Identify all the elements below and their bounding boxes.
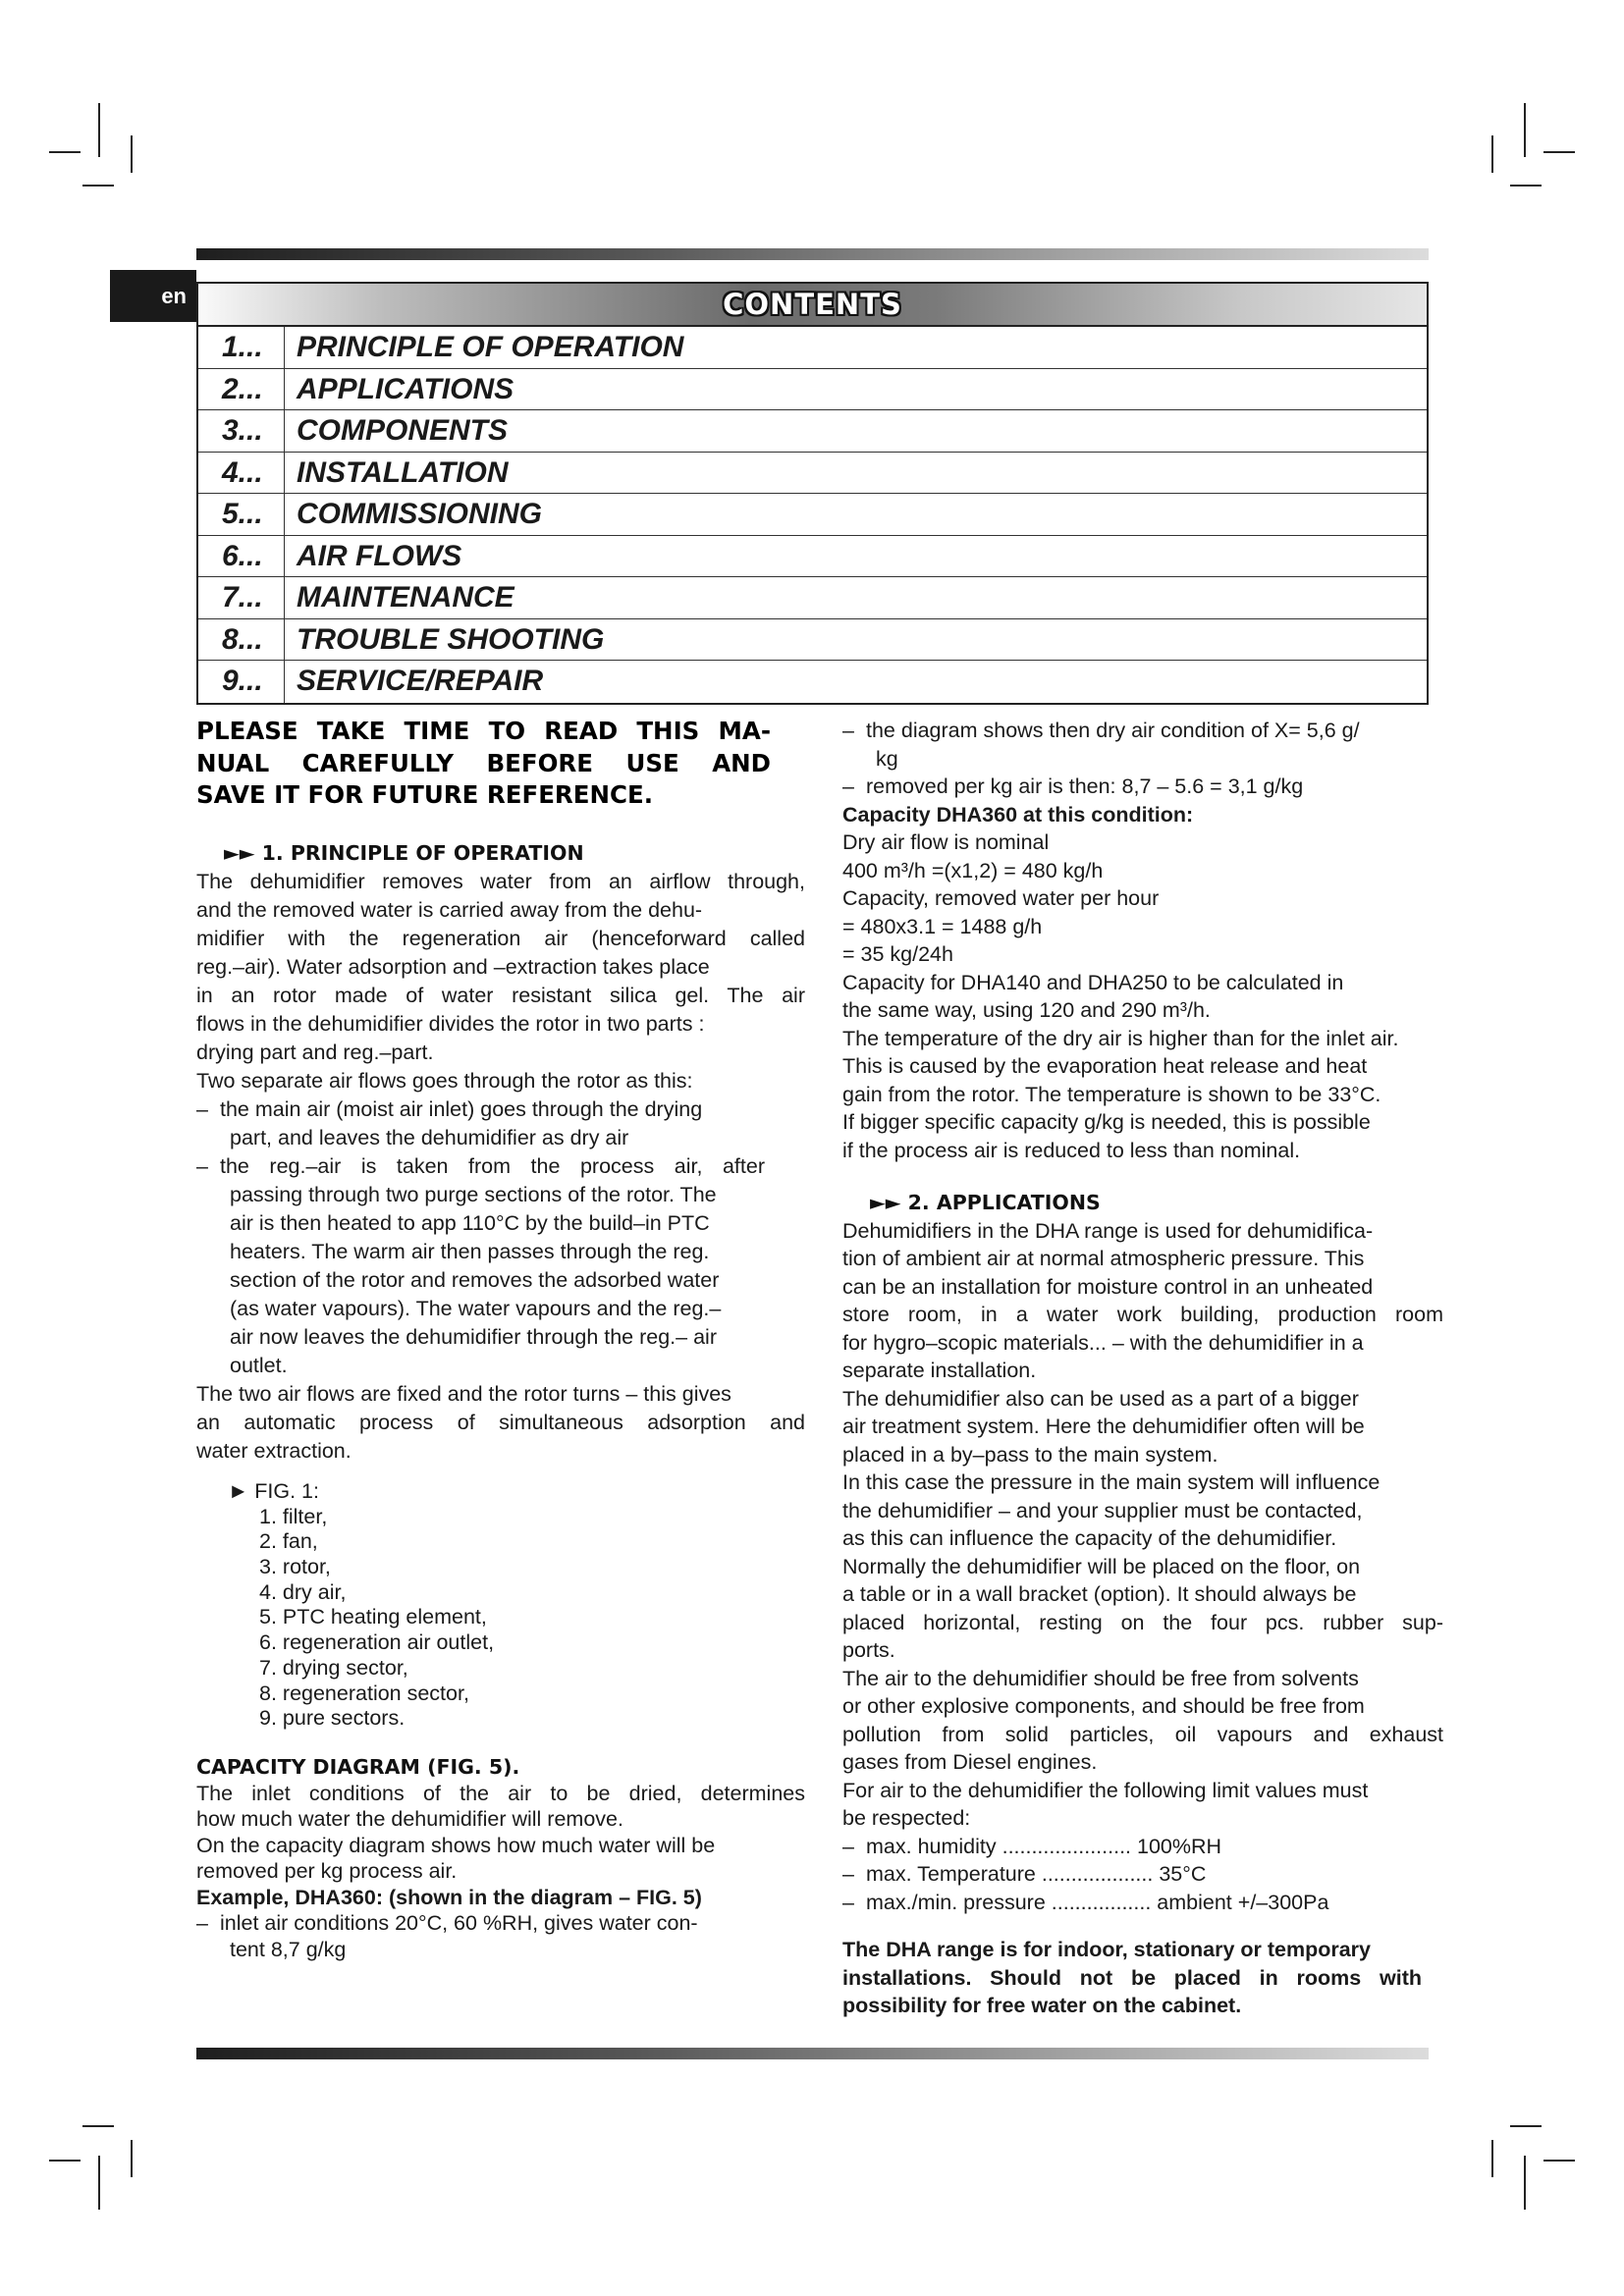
toc-label: TROUBLE SHOOTING bbox=[297, 622, 605, 656]
bullet-text: the reg.–air is taken from the process air, after bbox=[220, 1154, 765, 1178]
text-line: be respected: bbox=[842, 1806, 971, 1830]
toc-num: 4... bbox=[198, 453, 285, 494]
toc-num: 1... bbox=[198, 327, 285, 368]
dash: – bbox=[196, 1097, 208, 1121]
text-line: pollution from solid particles, oil vapours and exhaust bbox=[842, 1722, 1443, 1746]
text-line: = 480x3.1 = 1488 g/h bbox=[842, 914, 1043, 938]
text-line: air now leaves the dehumidifier through the reg.– air bbox=[230, 1325, 717, 1349]
text-line: tion of ambient air at normal atmospheric pressure. This bbox=[842, 1247, 1365, 1270]
contents-header bbox=[198, 284, 1427, 327]
limit-text: max. Temperature ................... 35°C bbox=[866, 1862, 1207, 1886]
bullet-text: removed per kg air is then: 8,7 – 5.6 = 3,1 g/kg bbox=[866, 774, 1304, 798]
text-line: The dehumidifier removes water from an airflow through, bbox=[196, 870, 805, 893]
section-applications bbox=[842, 1189, 1443, 1916]
dash: – bbox=[842, 774, 854, 798]
notice-line: PLEASE TAKE TIME TO READ THIS MA- bbox=[196, 717, 771, 745]
section-heading: ►► 2. APPLICATIONS bbox=[870, 1191, 1101, 1214]
text-line: On the capacity diagram shows how much water will be bbox=[196, 1833, 716, 1857]
toc-label: APPLICATIONS bbox=[297, 372, 514, 405]
toc-num: 8... bbox=[198, 619, 285, 661]
toc-num: 6... bbox=[198, 536, 285, 577]
notice-line: NUAL CAREFULLY BEFORE USE AND bbox=[196, 748, 771, 777]
warning-line: The DHA range is for indoor, stationary or temporary bbox=[842, 1938, 1371, 1961]
bullet-item bbox=[196, 1910, 805, 1937]
text-line: air is then heated to app 110°C by the build–in PTC bbox=[230, 1211, 710, 1235]
toc-label: SERVICE/REPAIR bbox=[297, 665, 544, 697]
text-line: in an rotor made of water resistant silica gel. The air bbox=[196, 984, 805, 1007]
toc-row[interactable] bbox=[198, 453, 1427, 495]
toc-label: PRINCIPLE OF OPERATION bbox=[297, 331, 684, 363]
text-line: Capacity, removed water per hour bbox=[842, 886, 1160, 910]
text-line: for hygro–scopic materials... – with the dehumidifier in a bbox=[842, 1330, 1364, 1355]
text-line: as this can influence the capacity of the dehumidifier. bbox=[842, 1526, 1337, 1550]
fig1-item: 6. regeneration air outlet, bbox=[259, 1630, 495, 1655]
text-line: a table or in a wall bracket (option). It should always be bbox=[842, 1582, 1357, 1606]
text-line: For air to the dehumidifier the following limit values must bbox=[842, 1778, 1369, 1802]
text-line: (as water vapours). The water vapours and the reg.– bbox=[230, 1297, 722, 1320]
dash: – bbox=[842, 1890, 854, 1914]
fig1-item: 7. drying sector, bbox=[259, 1655, 408, 1680]
toc-row[interactable] bbox=[198, 661, 1427, 703]
text-line: flows in the dehumidifier divides the rotor in two parts : bbox=[196, 1012, 705, 1036]
toc-row[interactable] bbox=[198, 327, 1427, 369]
text-line: section of the rotor and removes the adsorbed water bbox=[230, 1268, 720, 1292]
capacity-diagram-section bbox=[196, 1754, 805, 1962]
text-line: part, and leaves the dehumidifier as dry air bbox=[230, 1126, 629, 1149]
text-line: gain from the rotor. The temperature is shown to be 33°C. bbox=[842, 1082, 1381, 1106]
toc-row[interactable] bbox=[198, 577, 1427, 619]
toc-num: 2... bbox=[198, 369, 285, 410]
text-line: passing through two purge sections of the rotor. The bbox=[230, 1183, 717, 1206]
text-line: This is caused by the evaporation heat release and heat bbox=[842, 1054, 1368, 1078]
bullet-text: the diagram shows then dry air condition of X= 5,6 g/ bbox=[866, 719, 1360, 742]
text-line: store room, in a water work building, production room bbox=[842, 1303, 1443, 1326]
capacity-dha360-heading: Capacity DHA360 at this condition: bbox=[842, 802, 1194, 827]
limit-item bbox=[842, 1889, 1443, 1917]
text-line: Normally the dehumidifier will be placed on the floor, on bbox=[842, 1554, 1361, 1578]
warning-line: possibility for free water on the cabinet. bbox=[842, 1994, 1242, 2017]
text-line: kg bbox=[876, 746, 898, 771]
fig1-item: 9. pure sectors. bbox=[259, 1706, 406, 1731]
dash: – bbox=[196, 1911, 208, 1935]
section-principle bbox=[196, 839, 805, 1466]
toc-label: AIR FLOWS bbox=[297, 539, 462, 572]
text-line: water extraction. bbox=[196, 1439, 352, 1463]
fig1-item: 8. regeneration sector, bbox=[259, 1681, 469, 1705]
text-line: separate installation. bbox=[842, 1359, 1037, 1382]
bullet-item bbox=[842, 717, 1443, 745]
installation-warning bbox=[842, 1936, 1422, 2020]
bullet-text: inlet air conditions 20°C, 60 %RH, gives water con- bbox=[220, 1911, 698, 1935]
text-line: = 35 kg/24h bbox=[842, 942, 953, 966]
text-line: Two separate air flows goes through the rotor as this: bbox=[196, 1069, 693, 1093]
bullet-item bbox=[196, 1095, 805, 1124]
limit-text: max./min. pressure ................. ambient +/–300Pa bbox=[866, 1890, 1329, 1914]
toc-row[interactable] bbox=[198, 536, 1427, 578]
text-line: The two air flows are fixed and the rotor turns – this gives bbox=[196, 1382, 731, 1406]
text-line: gases from Diesel engines. bbox=[842, 1750, 1098, 1774]
text-line: drying part and reg.–part. bbox=[196, 1041, 434, 1064]
text-line: Capacity for DHA140 and DHA250 to be calculated in bbox=[842, 970, 1344, 994]
text-line: the same way, using 120 and 290 m³/h. bbox=[842, 998, 1211, 1022]
bullet-text: the main air (moist air inlet) goes through the drying bbox=[220, 1097, 703, 1121]
fig1-item: 4. dry air, bbox=[259, 1579, 347, 1604]
text-line: or other explosive components, and should be free from bbox=[842, 1694, 1365, 1718]
capacity-example-continued bbox=[842, 717, 1443, 1164]
dash: – bbox=[196, 1154, 208, 1178]
toc-row[interactable] bbox=[198, 619, 1427, 662]
text-line: The air to the dehumidifier should be free from solvents bbox=[842, 1666, 1359, 1690]
text-line: placed horizontal, resting on the four pcs. rubber sup- bbox=[842, 1610, 1443, 1634]
fig1-item: 2. fan, bbox=[259, 1529, 318, 1554]
bullet-item bbox=[196, 1152, 805, 1181]
limit-item bbox=[842, 1860, 1443, 1889]
fig1-item: 5. PTC heating element, bbox=[259, 1605, 487, 1629]
text-line: if the process air is reduced to less than nominal. bbox=[842, 1138, 1301, 1162]
text-line: how much water the dehumidifier will remove. bbox=[196, 1807, 623, 1831]
text-line: In this case the pressure in the main system will influence bbox=[842, 1470, 1380, 1494]
fig1-legend bbox=[196, 1479, 805, 1732]
fig1-title: ► FIG. 1: bbox=[228, 1479, 319, 1503]
text-line: The temperature of the dry air is higher than for the inlet air. bbox=[842, 1026, 1399, 1050]
text-line: tent 8,7 g/kg bbox=[230, 1937, 347, 1961]
text-line: The inlet conditions of the air to be dried, determines bbox=[196, 1781, 805, 1805]
toc-label: COMPONENTS bbox=[297, 414, 509, 447]
text-line: If bigger specific capacity g/kg is needed, this is possible bbox=[842, 1110, 1371, 1134]
toc-row[interactable] bbox=[198, 410, 1427, 453]
top-rule bbox=[196, 248, 1429, 260]
toc-label: COMMISSIONING bbox=[297, 498, 543, 530]
bottom-rule bbox=[196, 2048, 1429, 2059]
toc-num: 9... bbox=[198, 661, 285, 703]
text-line: placed in a by–pass to the main system. bbox=[842, 1442, 1218, 1467]
toc-row[interactable] bbox=[198, 369, 1427, 411]
text-line: air treatment system. Here the dehumidifier often will be bbox=[842, 1415, 1365, 1438]
text-line: removed per kg process air. bbox=[196, 1859, 458, 1883]
text-line: Dehumidifiers in the DHA range is used for dehumidifica- bbox=[842, 1218, 1374, 1243]
notice-line: SAVE IT FOR FUTURE REFERENCE. bbox=[196, 780, 654, 809]
language-tab: en bbox=[110, 270, 196, 322]
toc-num: 5... bbox=[198, 494, 285, 535]
limit-item bbox=[842, 1833, 1443, 1861]
dash: – bbox=[842, 1834, 854, 1858]
toc-label: MAINTENANCE bbox=[297, 581, 514, 614]
warning-line: installations. Should not be placed in rooms with bbox=[842, 1965, 1422, 1990]
text-line: Dry air flow is nominal bbox=[842, 830, 1050, 854]
text-line: outlet. bbox=[230, 1354, 288, 1377]
fig1-item: 1. filter, bbox=[259, 1504, 328, 1528]
example-heading: Example, DHA360: (shown in the diagram – FIG. 5) bbox=[196, 1885, 702, 1909]
text-line: midifier with the regeneration air (henceforward called bbox=[196, 927, 805, 950]
toc-num: 7... bbox=[198, 577, 285, 618]
toc-label: INSTALLATION bbox=[297, 455, 509, 489]
capacity-heading: CAPACITY DIAGRAM (FIG. 5). bbox=[196, 1755, 520, 1779]
limit-text: max. humidity ...................... 100%RH bbox=[866, 1834, 1222, 1858]
text-line: 400 m³/h =(x1,2) = 480 kg/h bbox=[842, 858, 1104, 882]
text-line: can be an installation for moisture control in an unheated bbox=[842, 1274, 1374, 1299]
fig1-item: 3. rotor, bbox=[259, 1555, 331, 1579]
toc-num: 3... bbox=[198, 410, 285, 452]
text-line: The dehumidifier also can be used as a part of a bigger bbox=[842, 1386, 1359, 1411]
dash: – bbox=[842, 1862, 854, 1886]
text-line: ports. bbox=[842, 1638, 895, 1662]
text-line: an automatic process of simultaneous adsorption and bbox=[196, 1411, 805, 1434]
text-line: heaters. The warm air then passes through the reg. bbox=[230, 1240, 710, 1263]
contents-table bbox=[196, 282, 1429, 705]
bullet-item bbox=[842, 773, 1443, 801]
toc-row[interactable] bbox=[198, 494, 1427, 536]
dash: – bbox=[842, 719, 854, 742]
text-line: reg.–air). Water adsorption and –extraction takes place bbox=[196, 955, 710, 979]
text-line: and the removed water is carried away from the dehu- bbox=[196, 898, 703, 922]
contents-title: CONTENTS bbox=[723, 288, 902, 321]
read-manual-notice bbox=[196, 716, 771, 812]
text-line: the dehumidifier – and your supplier must be contacted, bbox=[842, 1498, 1363, 1522]
section-heading: ►► 1. PRINCIPLE OF OPERATION bbox=[224, 841, 584, 865]
